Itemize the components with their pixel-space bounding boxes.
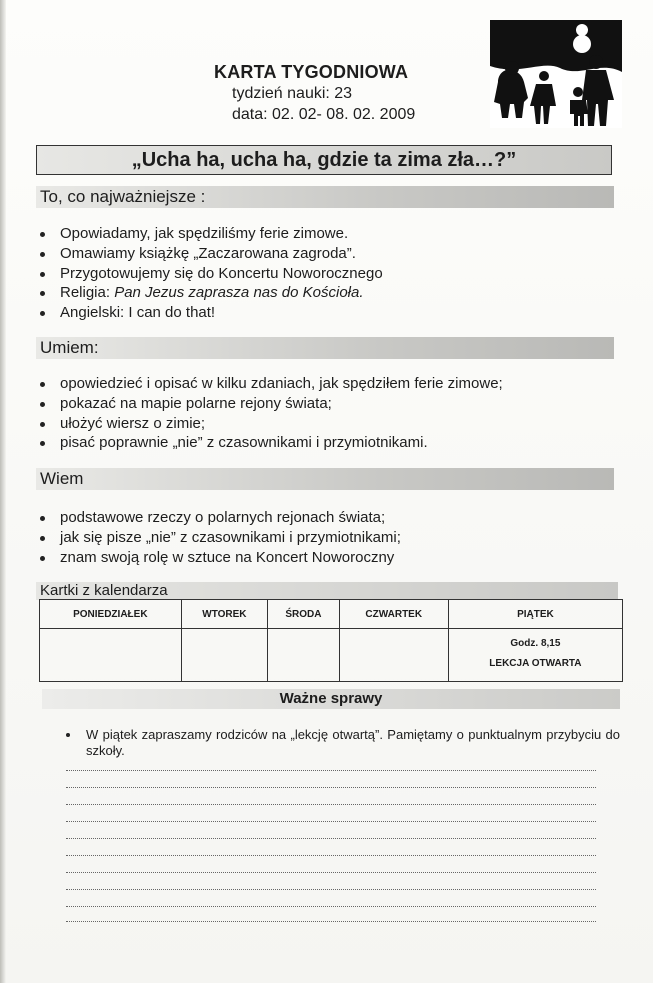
friday-event: LEKCJA OTWARTA bbox=[489, 658, 582, 669]
week-motto: „Ucha ha, ucha ha, gdzie ta zima zła…?” bbox=[36, 145, 612, 175]
day-header-tuesday: WTOREK bbox=[181, 600, 267, 629]
calendar-table bbox=[39, 599, 623, 682]
list-item: pisać poprawnie „nie” z czasownikami i przymiotnikami. bbox=[34, 433, 503, 453]
list-item: Opowiadamy, jak spędziliśmy ferie zimowe. bbox=[34, 224, 383, 244]
dotted-line bbox=[66, 872, 596, 873]
page-shadow-edge bbox=[0, 0, 6, 983]
list-item: Przygotowujemy się do Koncertu Noworocznego bbox=[34, 264, 383, 284]
najwazniejsze-list bbox=[34, 224, 383, 323]
day-cell-wednesday bbox=[268, 629, 340, 682]
dotted-line bbox=[66, 838, 596, 839]
week-dates: data: 02. 02- 08. 02. 2009 bbox=[232, 106, 416, 123]
card-header bbox=[214, 62, 415, 125]
list-item: podstawowe rzeczy o polarnych rejonach świata; bbox=[34, 508, 401, 528]
dotted-line bbox=[66, 770, 596, 771]
bullet-icon bbox=[66, 733, 70, 737]
day-cell-thursday bbox=[339, 629, 448, 682]
list-item: Omawiamy książkę „Zaczarowana zagroda”. bbox=[34, 244, 383, 264]
day-header-friday: PIĄTEK bbox=[448, 600, 622, 629]
important-heading: Ważne sprawy bbox=[42, 689, 620, 709]
list-item: ułożyć wiersz o zimie; bbox=[34, 414, 503, 434]
umiem-list bbox=[34, 374, 503, 453]
day-header-thursday: CZWARTEK bbox=[339, 600, 448, 629]
list-item: Angielski: I can do that! bbox=[34, 303, 383, 323]
card-title: KARTA TYGODNIOWA bbox=[214, 62, 409, 82]
calendar-heading: Kartki z kalendarza bbox=[36, 582, 618, 600]
dotted-line bbox=[66, 821, 596, 822]
list-item: znam swoją rolę w sztuce na Koncert Noworoczny bbox=[34, 548, 401, 568]
day-cell-friday bbox=[448, 629, 622, 682]
day-header-wednesday: ŚRODA bbox=[268, 600, 340, 629]
important-note bbox=[64, 727, 620, 759]
section-najwazniejsze-heading: To, co najważniejsze : bbox=[36, 186, 614, 208]
list-item bbox=[34, 283, 383, 303]
dotted-line bbox=[66, 787, 596, 788]
list-item: jak się pisze „nie” z czasownikami i przymiotnikami; bbox=[34, 528, 401, 548]
religia-label: Religia: bbox=[60, 284, 115, 302]
section-wiem-heading: Wiem bbox=[36, 468, 614, 490]
dotted-line bbox=[66, 889, 596, 890]
winter-children-illustration bbox=[490, 20, 622, 128]
dotted-line bbox=[66, 921, 596, 922]
important-note-text: W piątek zapraszamy rodziców na „lekcję otwartą”. Pamiętamy o punktualnym przybyciu do szkoły. bbox=[86, 727, 620, 758]
section-umiem-heading: Umiem: bbox=[36, 337, 614, 359]
list-item: pokazać na mapie polarne rejony świata; bbox=[34, 394, 503, 414]
dotted-line bbox=[66, 855, 596, 856]
dotted-line bbox=[66, 906, 596, 907]
list-item: opowiedzieć i opisać w kilku zdaniach, jak spędziłem ferie zimowe; bbox=[34, 374, 503, 394]
week-number: tydzień nauki: 23 bbox=[232, 85, 353, 102]
dotted-line bbox=[66, 804, 596, 805]
friday-time: Godz. 8,15 bbox=[510, 638, 561, 649]
day-header-monday: PONIEDZIAŁEK bbox=[40, 600, 182, 629]
day-cell-monday bbox=[40, 629, 182, 682]
religia-topic: Pan Jezus zaprasza nas do Kościoła. bbox=[114, 284, 364, 302]
day-cell-tuesday bbox=[181, 629, 267, 682]
wiem-list bbox=[34, 508, 401, 567]
